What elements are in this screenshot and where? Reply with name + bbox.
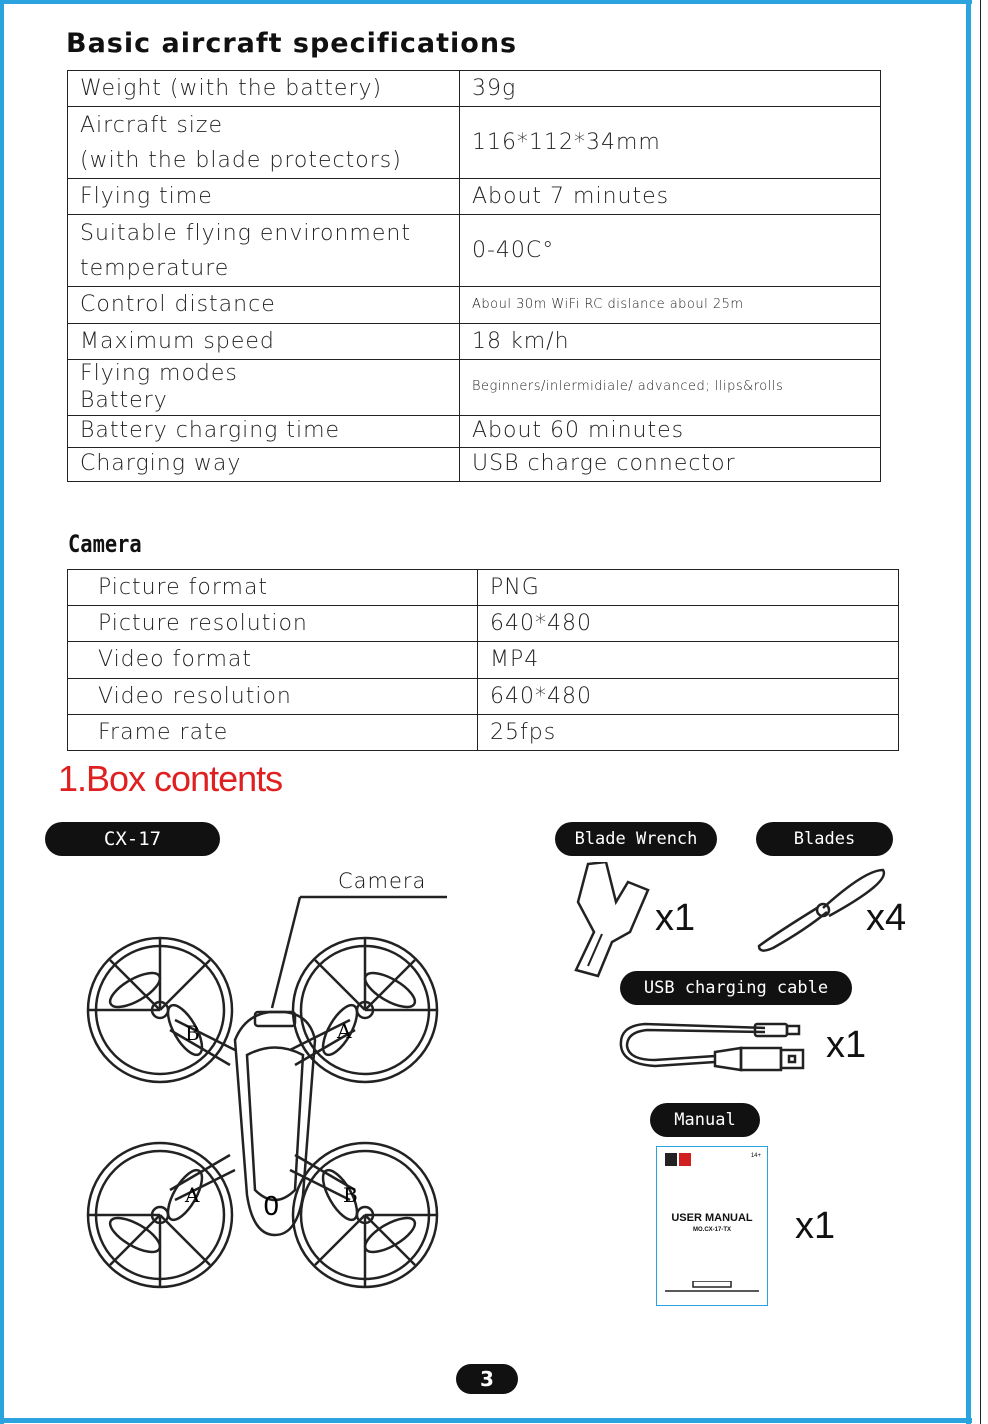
- table-row: [68, 642, 899, 678]
- spec-label: Charging way: [68, 447, 460, 481]
- page-number: 3: [456, 1364, 518, 1394]
- usb-cable-icon: [615, 1016, 811, 1072]
- spec-value: USB charge connector: [460, 447, 881, 481]
- manual-cover: [656, 1146, 768, 1306]
- page-frame-left: [0, 0, 4, 1424]
- blades-qty: x4: [866, 897, 907, 939]
- manual-logo-icon: [665, 1153, 693, 1167]
- page-edge-line: [980, 0, 981, 1424]
- prop-label: B: [343, 1183, 358, 1207]
- prop-label: A: [337, 1019, 352, 1043]
- spec-value: 640*480: [478, 678, 899, 714]
- table-row: [68, 447, 881, 481]
- spec-label: [68, 107, 460, 179]
- spec-label: Battery charging time: [68, 415, 460, 447]
- spec-value: 116*112*34mm: [460, 107, 881, 179]
- prop-label: A: [185, 1183, 200, 1207]
- spec-value: Beginners/inlermidiale/ advanced; llips&rolls: [460, 359, 881, 415]
- prop-guard-br: [293, 1143, 437, 1287]
- table-row: [68, 714, 899, 750]
- spec-label: Control distance: [68, 287, 460, 323]
- spec-label: Weight (with the battery): [68, 71, 460, 107]
- spec-value: 25fps: [478, 714, 899, 750]
- prop-guard-bl: [88, 1143, 232, 1287]
- body-mark: 0: [263, 1192, 280, 1222]
- spec-value: About 7 minutes: [460, 179, 881, 215]
- table-row: [68, 323, 881, 359]
- spec-label-line: Aircraft size: [80, 112, 223, 138]
- table-row: [68, 570, 899, 606]
- manual-cover-model: MO.CX-17-TX: [692, 1227, 731, 1233]
- table-row: [68, 107, 881, 179]
- usb-cable-qty: x1: [826, 1024, 867, 1066]
- spec-value: 640*480: [478, 606, 899, 642]
- camera-table: [67, 569, 899, 751]
- usb-cable-pill: USB charging cable: [620, 971, 852, 1005]
- spec-label: Maximum speed: [68, 323, 460, 359]
- spec-label: Video format: [68, 642, 478, 678]
- blades-pill: Blades: [756, 822, 893, 856]
- spec-value: 18 km/h: [460, 323, 881, 359]
- spec-value: 39g: [460, 71, 881, 107]
- page-frame-bottom: [0, 1418, 972, 1423]
- page-frame-top: [0, 0, 972, 4]
- table-row: [68, 215, 881, 287]
- spec-value: About 60 minutes: [460, 415, 881, 447]
- spec-value: PNG: [478, 570, 899, 606]
- spec-value: Aboul 30m WiFi RC dislance aboul 25m: [460, 287, 881, 323]
- spec-value: 0-40C°: [460, 215, 881, 287]
- spec-label-line: (with the blade protectors): [80, 147, 402, 173]
- manual-age-mark: 14+: [750, 1153, 761, 1159]
- drone-model-pill: CX-17: [45, 822, 220, 856]
- camera-callout-label: Camera: [338, 869, 427, 893]
- prop-label: B: [185, 1021, 200, 1045]
- manual-barcode-icon: [665, 1281, 759, 1295]
- table-row: [68, 678, 899, 714]
- spec-value: MP4: [478, 642, 899, 678]
- table-row: [68, 71, 881, 107]
- spec-label-line: Flying modes: [80, 360, 238, 386]
- table-row: [68, 606, 899, 642]
- blade-wrench-pill: Blade Wrench: [555, 822, 717, 856]
- spec-label-line: Suitable flying environment: [80, 220, 411, 246]
- table-row: [68, 179, 881, 215]
- table-row: [68, 287, 881, 323]
- drone-illustration: [75, 890, 465, 1330]
- wrench-qty: x1: [655, 897, 696, 939]
- page-frame-right: [966, 0, 971, 1424]
- camera-title: Camera: [68, 530, 142, 558]
- spec-label: Flying time: [68, 179, 460, 215]
- spec-label: Picture format: [68, 570, 478, 606]
- manual-qty: x1: [795, 1205, 836, 1247]
- wrench-icon: [568, 862, 652, 978]
- spec-label-line: temperature: [80, 255, 230, 281]
- box-contents-title: 1.Box contents: [58, 758, 283, 799]
- manual-cover-title: USER MANUAL: [671, 1212, 753, 1224]
- spec-label: Frame rate: [68, 714, 478, 750]
- spec-label: [68, 215, 460, 287]
- spec-label: Picture resolution: [68, 606, 478, 642]
- spec-label: Video resolution: [68, 678, 478, 714]
- manual-pill: Manual: [650, 1103, 760, 1137]
- spec-label: [68, 359, 460, 415]
- table-row: [68, 415, 881, 447]
- specs-table: [67, 70, 881, 482]
- prop-guard-tl: [88, 938, 232, 1082]
- specs-title: Basic aircraft specifications: [66, 28, 518, 59]
- spec-label-line: Battery: [80, 388, 168, 414]
- table-row: [68, 359, 881, 415]
